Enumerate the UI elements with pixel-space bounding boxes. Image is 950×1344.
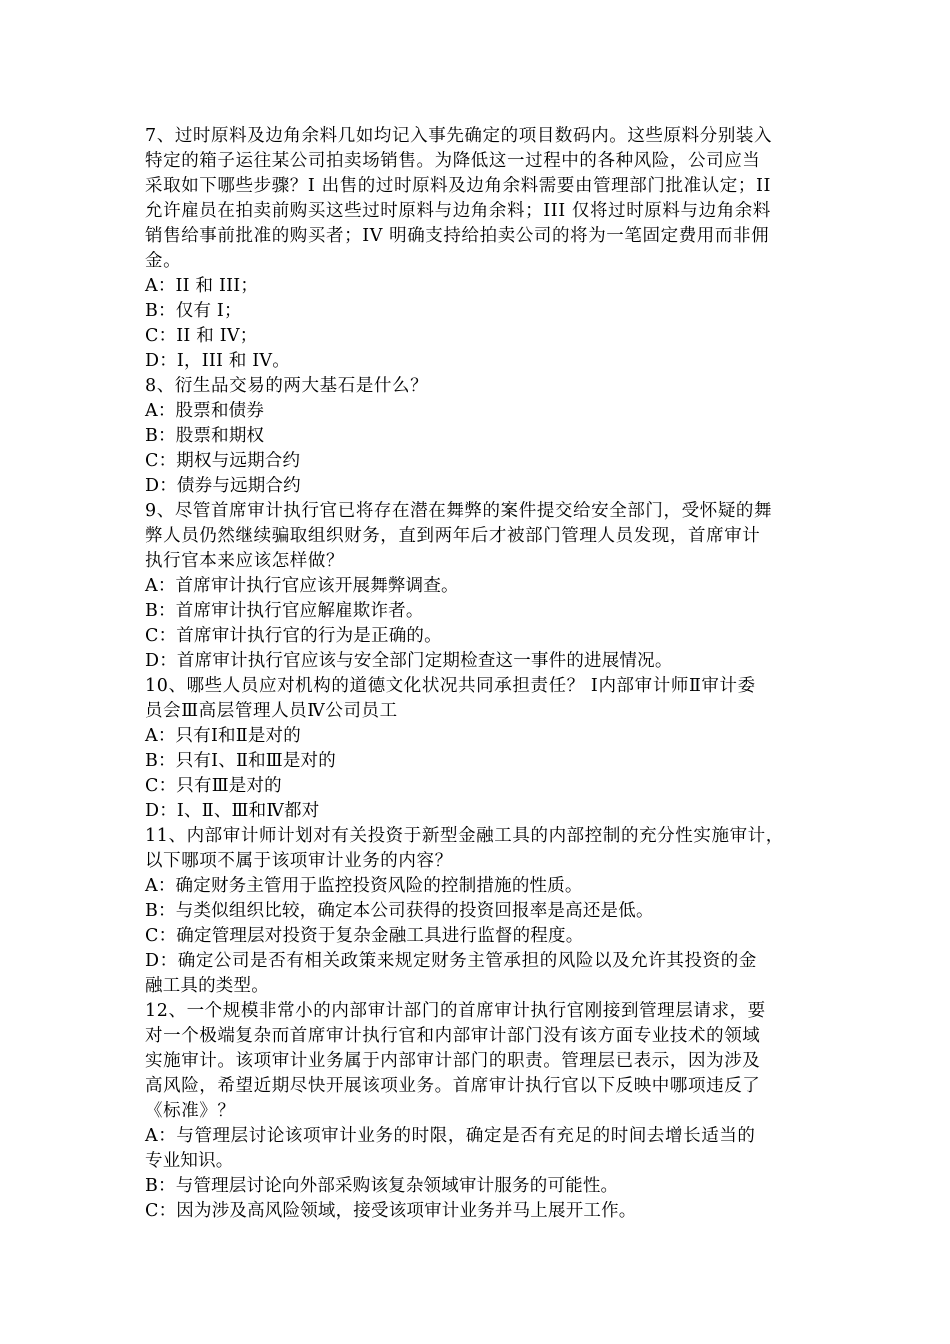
question-9-option-d: D：首席审计执行官应该与安全部门定期检查这一事件的进展情况。 bbox=[145, 651, 673, 671]
question-8-option-c: C：期权与远期合约 bbox=[145, 451, 301, 471]
question-11-option-b: B：与类似组织比较，确定本公司获得的投资回报率是高还是低。 bbox=[145, 901, 654, 921]
question-9 bbox=[145, 499, 817, 674]
question-12-option-a-line-2: 专业知识。 bbox=[145, 1151, 234, 1171]
question-9-stem-line-1: 9、尽管首席审计执行官已将存在潜在舞弊的案件提交给安全部门，受怀疑的舞 bbox=[145, 501, 773, 521]
question-9-option-c: C：首席审计执行官的行为是正确的。 bbox=[145, 626, 442, 646]
question-7-stem-line-5: 销售给事前批准的购买者；IV 明确支持给拍卖公司的将为一笔固定费用而非佣 bbox=[145, 226, 770, 246]
question-12-stem-line-1: 12、一个规模非常小的内部审计部门的首席审计执行官刚接到管理层请求，要 bbox=[145, 1001, 766, 1021]
question-12-stem-line-2: 对一个极端复杂而首席审计执行官和内部审计部门没有该方面专业技术的领域 bbox=[145, 1026, 761, 1046]
question-12-option-c: C：因为涉及高风险领域，接受该项审计业务并马上展开工作。 bbox=[145, 1201, 637, 1221]
question-12-stem-line-3: 实施审计。该项审计业务属于内部审计部门的职责。管理层已表示，因为涉及 bbox=[145, 1051, 761, 1071]
question-11-option-d-line-2: 融工具的类型。 bbox=[145, 976, 269, 996]
question-10-option-d: D：Ⅰ、Ⅱ、Ⅲ和Ⅳ都对 bbox=[145, 801, 320, 821]
question-7-stem-line-6: 金。 bbox=[145, 251, 182, 271]
question-11-option-a: A：确定财务主管用于监控投资风险的控制措施的性质。 bbox=[145, 876, 583, 896]
question-10-stem-line-2: 员会Ⅲ高层管理人员Ⅳ公司员工 bbox=[145, 701, 398, 721]
question-10-option-a: A：只有Ⅰ和Ⅱ是对的 bbox=[145, 726, 301, 746]
question-7-option-d: D：I，III 和 IV。 bbox=[145, 351, 290, 371]
document-body bbox=[145, 124, 817, 1224]
question-8-option-a: A：股票和债券 bbox=[145, 401, 265, 421]
question-9-stem-line-2: 弊人员仍然继续骗取组织财务，直到两年后才被部门管理人员发现，首席审计 bbox=[145, 526, 761, 546]
question-12-option-a-line-1: A：与管理层讨论该项审计业务的时限，确定是否有充足的时间去增长适当的 bbox=[145, 1126, 756, 1146]
question-7-stem-line-3: 采取如下哪些步骤？I 出售的过时原料及边角余料需要由管理部门批准认定；II bbox=[145, 176, 771, 196]
question-12-stem-line-5: 《标准》？ bbox=[145, 1101, 236, 1121]
question-11 bbox=[145, 824, 817, 999]
question-8-option-d: D：债券与远期合约 bbox=[145, 476, 301, 496]
question-7 bbox=[145, 124, 817, 374]
question-7-stem-line-2: 特定的箱子运往某公司拍卖场销售。为降低这一过程中的各种风险，公司应当 bbox=[145, 151, 761, 171]
question-12-stem-line-4: 高风险，希望近期尽快开展该项业务。首席审计执行官以下反映中哪项违反了 bbox=[145, 1076, 761, 1096]
question-11-stem-line-2: 以下哪项不属于该项审计业务的内容？ bbox=[145, 851, 453, 871]
question-9-option-b: B：首席审计执行官应解雇欺诈者。 bbox=[145, 601, 424, 621]
question-11-option-d-line-1: D：确定公司是否有相关政策来规定财务主管承担的风险以及允许其投资的金 bbox=[145, 951, 757, 971]
question-12-option-b: B：与管理层讨论向外部采购该复杂领域审计服务的可能性。 bbox=[145, 1176, 619, 1196]
question-8-option-b: B：股票和期权 bbox=[145, 426, 265, 446]
question-7-stem-line-4: 允许雇员在拍卖前购买这些过时原料与边角余料；III 仅将过时原料与边角余料 bbox=[145, 201, 771, 221]
question-12 bbox=[145, 999, 817, 1224]
question-10 bbox=[145, 674, 817, 824]
question-7-option-b: B：仅有 I； bbox=[145, 301, 242, 321]
question-10-stem-line-1: 10、哪些人员应对机构的道德文化状况共同承担责任？ Ⅰ内部审计师Ⅱ审计委 bbox=[145, 676, 756, 696]
question-9-stem-line-3: 执行官本来应该怎样做？ bbox=[145, 551, 345, 571]
question-7-option-a: A：II 和 III； bbox=[145, 276, 259, 296]
question-9-option-a: A：首席审计执行官应该开展舞弊调查。 bbox=[145, 576, 459, 596]
question-11-stem-line-1: 11、内部审计师计划对有关投资于新型金融工具的内部控制的充分性实施审计， bbox=[145, 826, 784, 846]
question-8-stem-line-1: 8、衍生品交易的两大基石是什么？ bbox=[145, 376, 429, 396]
question-10-option-c: C：只有Ⅲ是对的 bbox=[145, 776, 282, 796]
question-7-stem-line-1: 7、过时原料及边角余料几如均记入事先确定的项目数码内。这些原料分别装入 bbox=[145, 126, 773, 146]
question-11-option-c: C：确定管理层对投资于复杂金融工具进行监督的程度。 bbox=[145, 926, 584, 946]
question-7-option-c: C：II 和 IV； bbox=[145, 326, 258, 346]
question-10-option-b: B：只有Ⅰ、Ⅱ和Ⅲ是对的 bbox=[145, 751, 336, 771]
question-8 bbox=[145, 374, 817, 499]
